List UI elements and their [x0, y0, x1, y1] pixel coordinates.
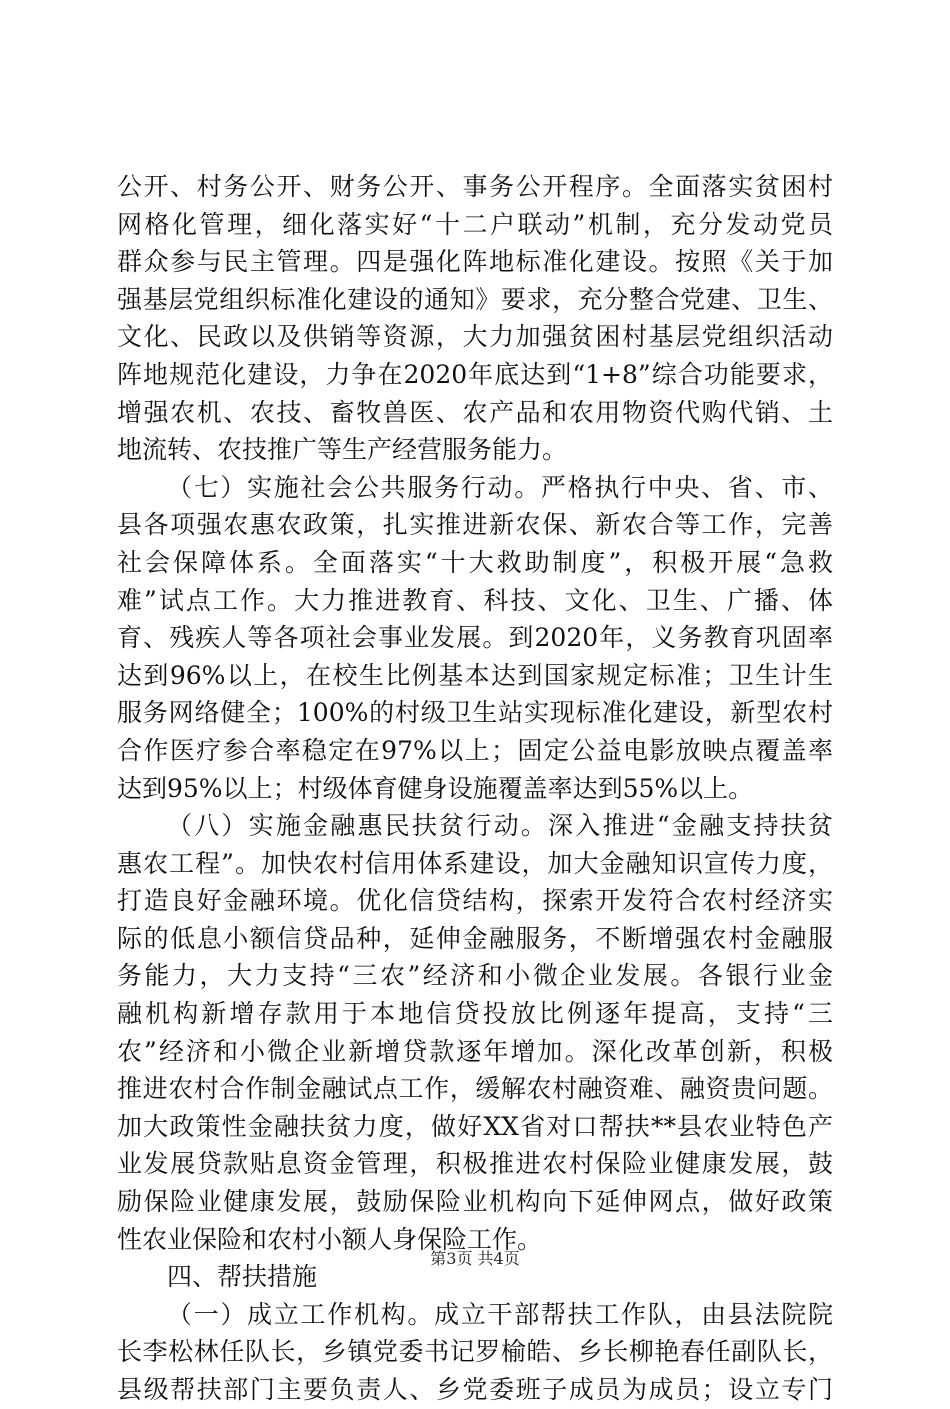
text-line: 农”经济和小微企业新增贷款逐年增加。深化改革创新，积极: [117, 1036, 833, 1066]
text-line: 育、残疾人等各项社会事业发展。到2020年，义务教育巩固率: [117, 623, 833, 653]
section-heading-8: （八）实施金融惠民扶贫行动。深入推进“金融支持扶贫: [167, 811, 833, 841]
text-line: 打造良好金融环境。优化信贷结构，探索开发符合农村经济实: [117, 886, 833, 916]
text-line: 网格化管理，细化落实好“十二户联动”机制，充分发动党员: [117, 209, 833, 239]
text-line: 业发展贷款贴息资金管理，积极推进农村保险业健康发展，鼓: [117, 1149, 833, 1179]
text-line: 惠农工程”。加快农村信用体系建设，加大金融知识宣传力度，: [117, 848, 833, 878]
text-line: 性农业保险和农村小额人身保险工作。: [117, 1224, 543, 1254]
text-line: 合作医疗参合率稳定在97%以上；固定公益电影放映点覆盖率: [117, 735, 833, 765]
text-line: 达到96%以上，在校生比例基本达到国家规定标准；卫生计生: [117, 660, 833, 690]
text-line: 县各项强农惠农政策，扎实推进新农保、新农合等工作，完善: [117, 510, 833, 540]
text-line: 县级帮扶部门主要负责人、乡党委班子成员为成员；设立专门: [117, 1375, 833, 1404]
text-line: 强基层党组织标准化建设的通知》要求，充分整合党建、卫生、: [117, 284, 833, 314]
text-line: 际的低息小额信贷品种，延伸金融服务，不断增强农村金融服: [117, 923, 833, 953]
text-line: 服务网络健全；100%的村级卫生站实现标准化建设，新型农村: [117, 698, 833, 728]
section-heading-4-1: （一）成立工作机构。成立干部帮扶工作队，由县法院院: [167, 1299, 833, 1329]
text-line: 社会保障体系。全面落实“十大救助制度”，积极开展“急救: [117, 547, 833, 577]
text-line: 达到95%以上；村级体育健身设施覆盖率达到55%以上。: [117, 773, 754, 803]
page-number-footer: 第3页 共4页: [430, 1249, 520, 1268]
text-line: 阵地规范化建设，力争在2020年底达到“1+8”综合功能要求，: [117, 359, 833, 389]
text-line: 长李松林任队长，乡镇党委书记罗榆皓、乡长柳艳春任副队长，: [117, 1337, 833, 1367]
text-line: 加大政策性金融扶贫力度，做好XX省对口帮扶**县农业特色产: [117, 1111, 833, 1141]
text-line: 推进农村合作制金融试点工作，缓解农村融资难、融资贵问题。: [117, 1074, 833, 1104]
text-line: 文化、民政以及供销等资源，大力加强贫困村基层党组织活动: [117, 322, 833, 352]
text-line: 励保险业健康发展，鼓励保险业机构向下延伸网点，做好政策: [117, 1187, 833, 1217]
document-body: [117, 168, 833, 1409]
text-line: 增强农机、农技、畜牧兽医、农产品和农用物资代购代销、土: [117, 397, 833, 427]
text-line: 群众参与民主管理。四是强化阵地标准化建设。按照《关于加: [117, 247, 833, 277]
text-line: 公开、村务公开、财务公开、事务公开程序。全面落实贫困村: [117, 172, 833, 201]
text-line: 融机构新增存款用于本地信贷投放比例逐年提高，支持“三: [117, 999, 833, 1029]
text-line: 难”试点工作。大力推进教育、科技、文化、卫生、广播、体: [117, 585, 833, 615]
section-heading-7: （七）实施社会公共服务行动。严格执行中央、省、市、: [167, 472, 833, 502]
text-line: 务能力，大力支持“三农”经济和小微企业发展。各银行业金: [117, 961, 833, 991]
text-line: 地流转、农技推广等生产经营服务能力。: [117, 435, 568, 465]
section-heading-4: 四、帮扶措施: [167, 1262, 318, 1292]
